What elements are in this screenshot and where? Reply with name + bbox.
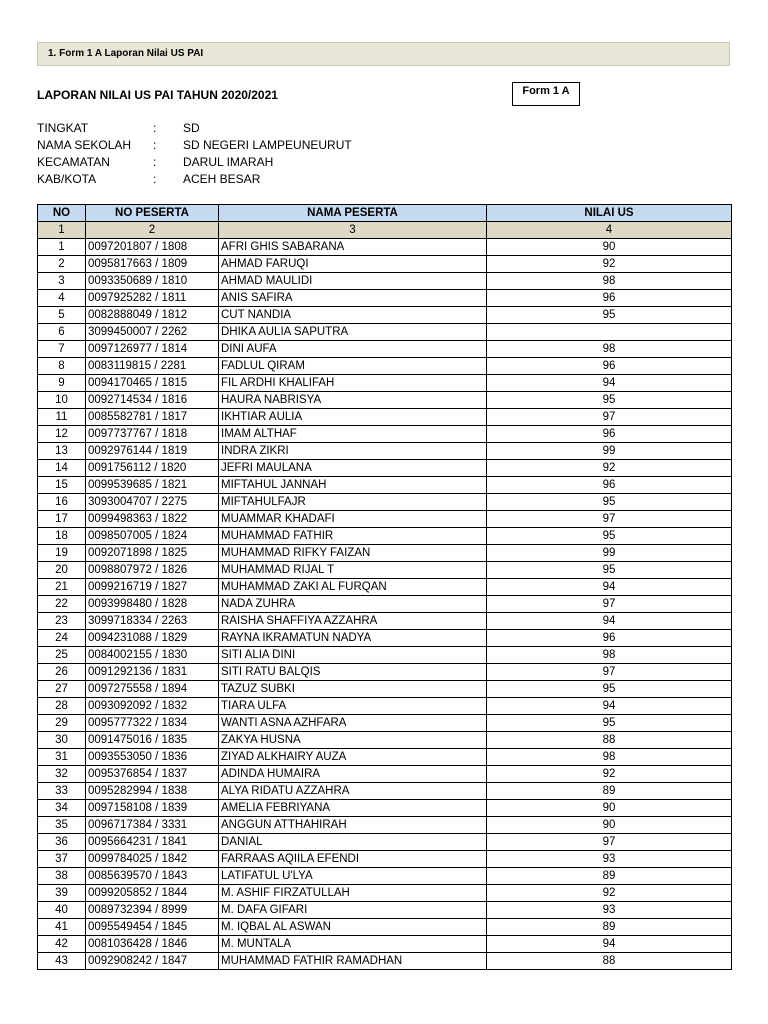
table-row [38, 681, 732, 698]
cell-nama-peserta: MUHAMMAD FATHIR [219, 528, 487, 545]
info-row [37, 154, 352, 171]
cell-no: 32 [38, 766, 86, 783]
cell-no-peserta: 0093998480 / 1828 [86, 596, 219, 613]
cell-nama-peserta: RAISHA SHAFFIYA AZZAHRA [219, 613, 487, 630]
table-row [38, 307, 732, 324]
table-row [38, 919, 732, 936]
cell-no: 23 [38, 613, 86, 630]
cell-no-peserta: 0093553050 / 1836 [86, 749, 219, 766]
cell-no-peserta: 0085639570 / 1843 [86, 868, 219, 885]
table-row [38, 817, 732, 834]
table-row [38, 902, 732, 919]
table-row [38, 358, 732, 375]
cell-no: 26 [38, 664, 86, 681]
header-no-peserta: NO PESERTA [86, 205, 219, 222]
table-row [38, 562, 732, 579]
cell-no-peserta: 0099216719 / 1827 [86, 579, 219, 596]
table-row [38, 460, 732, 477]
table-row [38, 494, 732, 511]
cell-nama-peserta: DHIKA AULIA SAPUTRA [219, 324, 487, 341]
cell-no: 27 [38, 681, 86, 698]
cell-no: 36 [38, 834, 86, 851]
cell-nilai-us: 97 [487, 409, 732, 426]
info-value: ACEH BESAR [183, 172, 261, 186]
table-row [38, 732, 732, 749]
table-row [38, 851, 732, 868]
cell-no-peserta: 0089732394 / 8999 [86, 902, 219, 919]
table-row [38, 613, 732, 630]
form-label-box: Form 1 A [512, 82, 580, 106]
cell-nilai-us: 97 [487, 511, 732, 528]
cell-no-peserta: 3099718334 / 2263 [86, 613, 219, 630]
cell-nilai-us: 92 [487, 885, 732, 902]
cell-no-peserta: 0097158108 / 1839 [86, 800, 219, 817]
cell-nilai-us [487, 324, 732, 341]
cell-nama-peserta: TAZUZ SUBKI [219, 681, 487, 698]
cell-no-peserta: 0094231088 / 1829 [86, 630, 219, 647]
cell-nilai-us: 98 [487, 647, 732, 664]
cell-no-peserta: 0098807972 / 1826 [86, 562, 219, 579]
info-label: TINGKAT [37, 121, 89, 135]
cell-nilai-us: 89 [487, 919, 732, 936]
cell-no: 4 [38, 290, 86, 307]
cell-no-peserta: 0084002155 / 1830 [86, 647, 219, 664]
cell-nilai-us: 93 [487, 902, 732, 919]
cell-nama-peserta: ANIS SAFIRA [219, 290, 487, 307]
cell-no: 6 [38, 324, 86, 341]
cell-nilai-us: 94 [487, 375, 732, 392]
report-title: LAPORAN NILAI US PAI TAHUN 2020/2021 [37, 88, 278, 102]
cell-no-peserta: 0091756112 / 1820 [86, 460, 219, 477]
cell-no: 42 [38, 936, 86, 953]
cell-nama-peserta: MUHAMMAD RIJAL T [219, 562, 487, 579]
grades-table [37, 204, 732, 970]
cell-no-peserta: 0099539685 / 1821 [86, 477, 219, 494]
cell-no-peserta: 0082888049 / 1812 [86, 307, 219, 324]
cell-no: 40 [38, 902, 86, 919]
cell-no: 30 [38, 732, 86, 749]
table-row [38, 749, 732, 766]
cell-nama-peserta: FARRAAS AQIILA EFENDI [219, 851, 487, 868]
cell-nama-peserta: ZIYAD ALKHAIRY AUZA [219, 749, 487, 766]
cell-nilai-us: 95 [487, 494, 732, 511]
info-value: DARUL IMARAH [183, 155, 274, 169]
cell-nilai-us: 88 [487, 732, 732, 749]
cell-no: 35 [38, 817, 86, 834]
cell-no: 34 [38, 800, 86, 817]
cell-nilai-us: 92 [487, 256, 732, 273]
table-row [38, 477, 732, 494]
cell-no: 5 [38, 307, 86, 324]
cell-nama-peserta: WANTI ASNA AZHFARA [219, 715, 487, 732]
info-value: SD NEGERI LAMPEUNEURUT [183, 138, 352, 152]
cell-no-peserta: 0093350689 / 1810 [86, 273, 219, 290]
cell-no-peserta: 0091475016 / 1835 [86, 732, 219, 749]
table-row [38, 256, 732, 273]
cell-nama-peserta: HAURA NABRISYA [219, 392, 487, 409]
table-row [38, 766, 732, 783]
table-row [38, 290, 732, 307]
cell-nilai-us: 96 [487, 477, 732, 494]
cell-nama-peserta: M. IQBAL AL ASWAN [219, 919, 487, 936]
cell-no-peserta: 0092714534 / 1816 [86, 392, 219, 409]
cell-nama-peserta: M. MUNTALA [219, 936, 487, 953]
cell-nama-peserta: MIFTAHULFAJR [219, 494, 487, 511]
cell-nilai-us: 95 [487, 681, 732, 698]
cell-nama-peserta: M. DAFA GIFARI [219, 902, 487, 919]
table-row [38, 936, 732, 953]
cell-no-peserta: 0094170465 / 1815 [86, 375, 219, 392]
cell-nama-peserta: MIFTAHUL JANNAH [219, 477, 487, 494]
cell-nilai-us: 99 [487, 545, 732, 562]
cell-nama-peserta: ANGGUN ATTHAHIRAH [219, 817, 487, 834]
cell-no-peserta: 0097275558 / 1894 [86, 681, 219, 698]
info-separator: : [153, 155, 157, 169]
cell-nama-peserta: MUHAMMAD ZAKI AL FURQAN [219, 579, 487, 596]
cell-nama-peserta: LATIFATUL U'LYA [219, 868, 487, 885]
cell-no: 33 [38, 783, 86, 800]
table-row [38, 341, 732, 358]
cell-no: 13 [38, 443, 86, 460]
table-row [38, 664, 732, 681]
cell-nama-peserta: AFRI GHIS SABARANA [219, 239, 487, 256]
cell-no-peserta: 0099498363 / 1822 [86, 511, 219, 528]
cell-nilai-us: 89 [487, 783, 732, 800]
table-row [38, 647, 732, 664]
index-cell: 1 [38, 222, 86, 239]
cell-nilai-us: 89 [487, 868, 732, 885]
cell-no: 9 [38, 375, 86, 392]
cell-nilai-us: 96 [487, 426, 732, 443]
cell-nilai-us: 95 [487, 562, 732, 579]
table-row [38, 868, 732, 885]
table-header-row [38, 205, 732, 222]
cell-nilai-us: 90 [487, 800, 732, 817]
cell-no: 28 [38, 698, 86, 715]
cell-nama-peserta: FIL ARDHI KHALIFAH [219, 375, 487, 392]
cell-nilai-us: 90 [487, 817, 732, 834]
table-row [38, 239, 732, 256]
cell-no: 29 [38, 715, 86, 732]
cell-nama-peserta: AHMAD FARUQI [219, 256, 487, 273]
cell-no: 3 [38, 273, 86, 290]
table-row [38, 596, 732, 613]
info-separator: : [153, 138, 157, 152]
cell-no-peserta: 0097201807 / 1808 [86, 239, 219, 256]
cell-no: 22 [38, 596, 86, 613]
header-no: NO [38, 205, 86, 222]
info-separator: : [153, 172, 157, 186]
table-row [38, 715, 732, 732]
cell-no: 14 [38, 460, 86, 477]
cell-nama-peserta: AMELIA FEBRIYANA [219, 800, 487, 817]
school-info [37, 120, 352, 188]
cell-no: 1 [38, 239, 86, 256]
table-row [38, 834, 732, 851]
cell-no: 16 [38, 494, 86, 511]
cell-no: 38 [38, 868, 86, 885]
cell-nilai-us: 95 [487, 715, 732, 732]
cell-no: 31 [38, 749, 86, 766]
cell-no-peserta: 0085582781 / 1817 [86, 409, 219, 426]
table-row [38, 324, 732, 341]
cell-no: 37 [38, 851, 86, 868]
cell-no: 21 [38, 579, 86, 596]
cell-no-peserta: 0097737767 / 1818 [86, 426, 219, 443]
cell-no: 10 [38, 392, 86, 409]
cell-nama-peserta: ADINDA HUMAIRA [219, 766, 487, 783]
cell-no-peserta: 0095817663 / 1809 [86, 256, 219, 273]
cell-nama-peserta: ZAKYA HUSNA [219, 732, 487, 749]
cell-no-peserta: 0092908242 / 1847 [86, 953, 219, 970]
table-row [38, 545, 732, 562]
index-cell: 3 [219, 222, 487, 239]
cell-nama-peserta: NADA ZUHRA [219, 596, 487, 613]
cell-nama-peserta: TIARA ULFA [219, 698, 487, 715]
cell-nilai-us: 90 [487, 239, 732, 256]
cell-no: 39 [38, 885, 86, 902]
cell-nama-peserta: IKHTIAR AULIA [219, 409, 487, 426]
cell-no-peserta: 0095282994 / 1838 [86, 783, 219, 800]
cell-no: 19 [38, 545, 86, 562]
cell-nilai-us: 98 [487, 273, 732, 290]
cell-no-peserta: 0098507005 / 1824 [86, 528, 219, 545]
cell-no: 43 [38, 953, 86, 970]
cell-no-peserta: 0081036428 / 1846 [86, 936, 219, 953]
cell-no-peserta: 3093004707 / 2275 [86, 494, 219, 511]
cell-no-peserta: 0096717384 / 3331 [86, 817, 219, 834]
cell-nilai-us: 97 [487, 834, 732, 851]
index-cell: 4 [487, 222, 732, 239]
info-separator: : [153, 121, 157, 135]
cell-nama-peserta: SITI RATU BALQIS [219, 664, 487, 681]
cell-nilai-us: 95 [487, 392, 732, 409]
info-label: KECAMATAN [37, 155, 110, 169]
cell-no-peserta: 0092071898 / 1825 [86, 545, 219, 562]
cell-nama-peserta: ALYA RIDATU AZZAHRA [219, 783, 487, 800]
table-row [38, 885, 732, 902]
cell-no-peserta: 0095777322 / 1834 [86, 715, 219, 732]
table-row [38, 783, 732, 800]
table-row [38, 698, 732, 715]
table-row [38, 426, 732, 443]
cell-nama-peserta: JEFRI MAULANA [219, 460, 487, 477]
cell-no: 24 [38, 630, 86, 647]
cell-nilai-us: 96 [487, 358, 732, 375]
cell-no-peserta: 0093092092 / 1832 [86, 698, 219, 715]
cell-nama-peserta: CUT NANDIA [219, 307, 487, 324]
info-value: SD [183, 121, 200, 135]
cell-no: 7 [38, 341, 86, 358]
cell-nama-peserta: RAYNA IKRAMATUN NADYA [219, 630, 487, 647]
cell-nilai-us: 93 [487, 851, 732, 868]
cell-no: 25 [38, 647, 86, 664]
cell-nilai-us: 97 [487, 664, 732, 681]
cell-no: 41 [38, 919, 86, 936]
cell-no-peserta: 0095549454 / 1845 [86, 919, 219, 936]
cell-nama-peserta: IMAM ALTHAF [219, 426, 487, 443]
cell-no-peserta: 0095664231 / 1841 [86, 834, 219, 851]
cell-nama-peserta: MUHAMMAD RIFKY FAIZAN [219, 545, 487, 562]
info-label: NAMA SEKOLAH [37, 138, 132, 152]
cell-no: 20 [38, 562, 86, 579]
cell-nama-peserta: SITI ALIA DINI [219, 647, 487, 664]
cell-no: 17 [38, 511, 86, 528]
table-row [38, 375, 732, 392]
cell-nilai-us: 95 [487, 528, 732, 545]
table-row [38, 953, 732, 970]
info-row [37, 137, 352, 154]
table-row [38, 273, 732, 290]
cell-nilai-us: 98 [487, 749, 732, 766]
cell-nama-peserta: MUAMMAR KHADAFI [219, 511, 487, 528]
cell-nilai-us: 96 [487, 630, 732, 647]
cell-nama-peserta: M. ASHIF FIRZATULLAH [219, 885, 487, 902]
table-row [38, 579, 732, 596]
cell-no: 12 [38, 426, 86, 443]
cell-no: 2 [38, 256, 86, 273]
cell-no-peserta: 0099784025 / 1842 [86, 851, 219, 868]
cell-nilai-us: 98 [487, 341, 732, 358]
header-bar: 1. Form 1 A Laporan Nilai US PAI [37, 42, 730, 66]
cell-nilai-us: 94 [487, 613, 732, 630]
cell-nama-peserta: FADLUL QIRAM [219, 358, 487, 375]
table-row [38, 443, 732, 460]
cell-nama-peserta: DINI AUFA [219, 341, 487, 358]
cell-no: 8 [38, 358, 86, 375]
cell-no: 15 [38, 477, 86, 494]
cell-nilai-us: 94 [487, 698, 732, 715]
cell-nilai-us: 94 [487, 579, 732, 596]
cell-no-peserta: 0099205852 / 1844 [86, 885, 219, 902]
cell-nilai-us: 88 [487, 953, 732, 970]
table-row [38, 392, 732, 409]
cell-no-peserta: 0097126977 / 1814 [86, 341, 219, 358]
cell-no: 18 [38, 528, 86, 545]
cell-nama-peserta: DANIAL [219, 834, 487, 851]
cell-no-peserta: 0091292136 / 1831 [86, 664, 219, 681]
table-row [38, 630, 732, 647]
cell-no-peserta: 3099450007 / 2262 [86, 324, 219, 341]
header-nama-peserta: NAMA PESERTA [219, 205, 487, 222]
cell-no-peserta: 0097925282 / 1811 [86, 290, 219, 307]
table-row [38, 409, 732, 426]
table-row [38, 800, 732, 817]
cell-nilai-us: 95 [487, 307, 732, 324]
table-row [38, 511, 732, 528]
cell-nama-peserta: MUHAMMAD FATHIR RAMADHAN [219, 953, 487, 970]
header-nilai-us: NILAI US [487, 205, 732, 222]
cell-nama-peserta: AHMAD MAULIDI [219, 273, 487, 290]
info-label: KAB/KOTA [37, 172, 97, 186]
cell-no-peserta: 0083119815 / 2281 [86, 358, 219, 375]
cell-nilai-us: 99 [487, 443, 732, 460]
table-row [38, 528, 732, 545]
cell-nilai-us: 92 [487, 766, 732, 783]
cell-no-peserta: 0092976144 / 1819 [86, 443, 219, 460]
cell-nilai-us: 96 [487, 290, 732, 307]
cell-nilai-us: 92 [487, 460, 732, 477]
index-cell: 2 [86, 222, 219, 239]
cell-nilai-us: 97 [487, 596, 732, 613]
info-row [37, 120, 352, 137]
cell-no-peserta: 0095376854 / 1837 [86, 766, 219, 783]
table-index-row [38, 222, 732, 239]
cell-no: 11 [38, 409, 86, 426]
cell-nilai-us: 94 [487, 936, 732, 953]
info-row [37, 171, 352, 188]
cell-nama-peserta: INDRA ZIKRI [219, 443, 487, 460]
